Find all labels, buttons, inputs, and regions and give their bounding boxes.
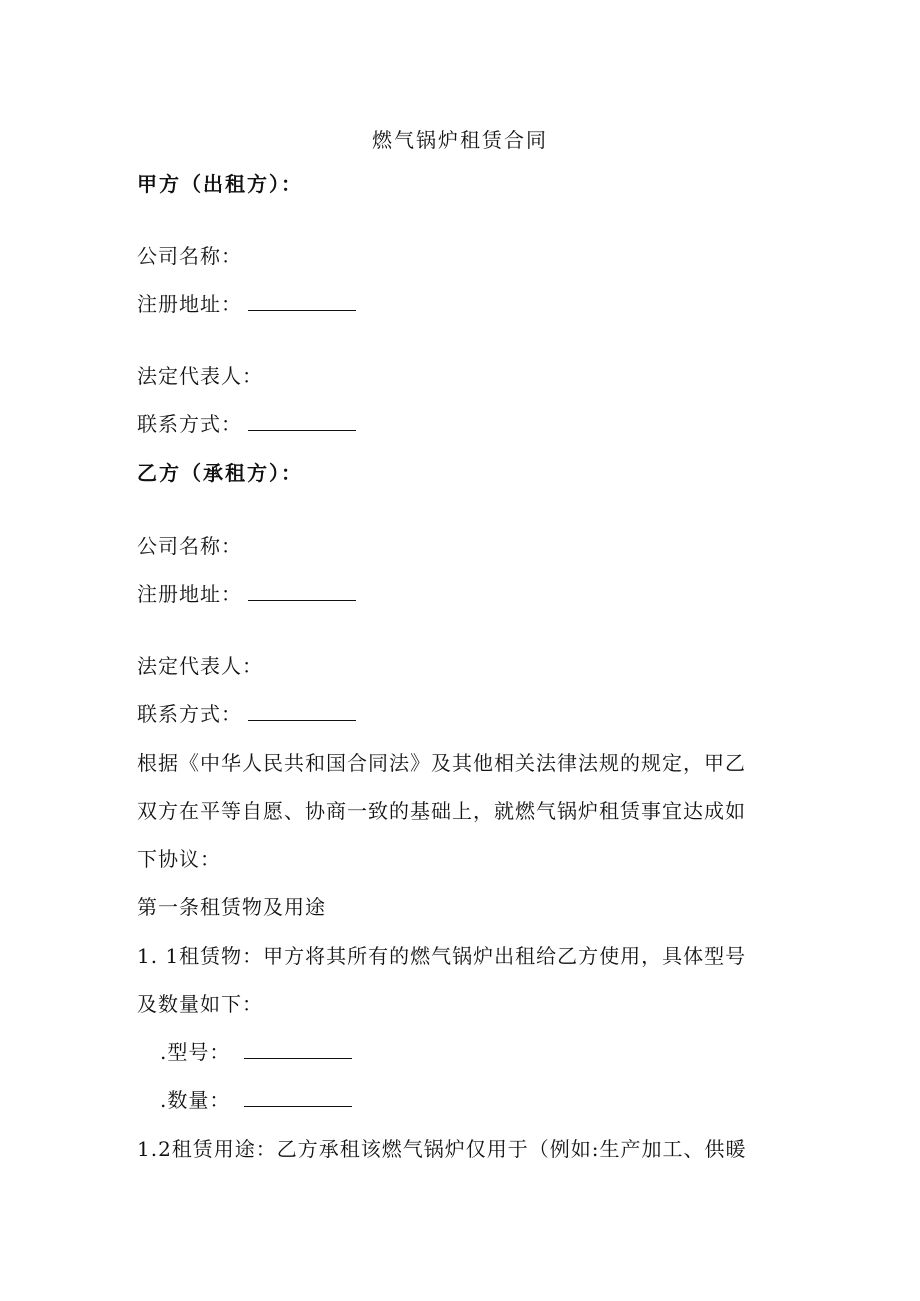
party-b-address-label: 注册地址：: [137, 582, 242, 606]
model-line: [160, 1040, 352, 1064]
party-a-registered-address: [137, 292, 356, 316]
party-b-contact: [137, 702, 356, 726]
article-1-item-1-2: 1.2租赁用途：乙方承租该燃气锅炉仅用于（例如:生产加工、供暖: [137, 1137, 747, 1161]
party-b-company-name: 公司名称：: [137, 534, 242, 558]
party-a-contact: [137, 412, 356, 436]
party-b-legal-rep: 法定代表人：: [137, 654, 263, 678]
preamble-line-2: 双方在平等自愿、协商一致的基础上，就燃气锅炉租赁事宜达成如: [137, 799, 746, 823]
party-b-contact-label: 联系方式：: [137, 702, 242, 726]
quantity-label: .数量：: [160, 1088, 231, 1112]
article-1-item-1-1-line-1: 1. 1租赁物：甲方将其所有的燃气锅炉出租给乙方使用，具体型号: [137, 944, 747, 968]
party-b-registered-address: [137, 582, 356, 606]
document-title: 燃气锅炉租赁合同: [372, 128, 548, 152]
party-a-address-blank: [248, 292, 356, 311]
model-blank: [244, 1040, 352, 1059]
quantity-blank: [244, 1088, 352, 1107]
model-label: .型号：: [160, 1040, 231, 1064]
party-b-heading: 乙方（承租方）：: [137, 461, 303, 485]
article-1-item-1-1-line-2: 及数量如下：: [137, 992, 263, 1016]
party-b-contact-blank: [248, 702, 356, 721]
preamble-line-3: 下协议：: [137, 847, 221, 871]
party-a-address-label: 注册地址：: [137, 292, 242, 316]
party-a-contact-label: 联系方式：: [137, 412, 242, 436]
article-1-heading: 第一条租赁物及用途: [137, 895, 326, 919]
party-a-company-name: 公司名称：: [137, 244, 242, 268]
quantity-line: [160, 1088, 352, 1112]
party-a-legal-rep: 法定代表人：: [137, 364, 263, 388]
party-a-contact-blank: [248, 412, 356, 431]
preamble-line-1: 根据《中华人民共和国合同法》及其他相关法律法规的规定，甲乙: [137, 751, 746, 775]
party-b-address-blank: [248, 582, 356, 601]
party-a-heading: 甲方（出租方）：: [137, 172, 303, 196]
